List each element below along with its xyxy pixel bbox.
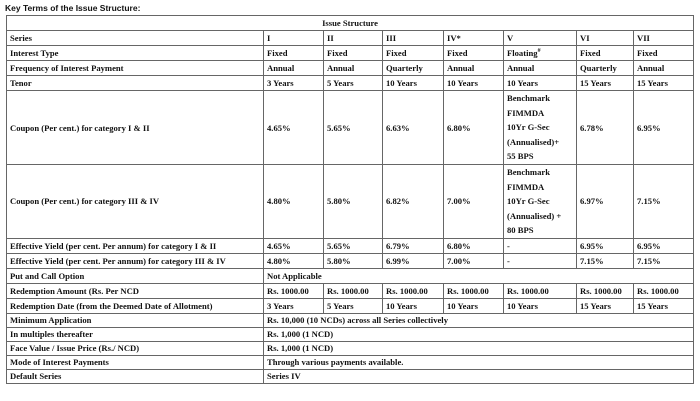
table-cell: Quarterly <box>383 61 444 76</box>
interest-type-row <box>7 46 694 61</box>
table-cell: Not Applicable <box>264 268 694 283</box>
row-label: Default Series <box>7 369 264 383</box>
table-cell: Through various payments available. <box>264 355 694 369</box>
floating-coupon-cell <box>504 165 577 239</box>
table-cell: Rs. 1,000 (1 NCD) <box>264 341 694 355</box>
default-series-row <box>7 369 694 383</box>
floating-line: Benchmark <box>507 93 550 104</box>
table-cell: 10 Years <box>444 76 504 91</box>
table-cell: 15 Years <box>634 298 694 313</box>
table-cell: - <box>504 238 577 253</box>
table-cell: Fixed <box>634 46 694 61</box>
floating-line: (Annualised) + <box>507 210 562 221</box>
table-cell: 5.80% <box>324 165 383 239</box>
table-cell: 5.65% <box>324 91 383 165</box>
multiples-row <box>7 327 694 341</box>
series-cell: III <box>383 31 444 46</box>
series-row <box>7 31 694 46</box>
table-cell: Annual <box>444 61 504 76</box>
table-cell: 6.63% <box>383 91 444 165</box>
table-cell: Rs. 1,000 (1 NCD) <box>264 327 694 341</box>
table-cell: 4.80% <box>264 253 324 268</box>
floating-line: 80 BPS <box>507 225 534 235</box>
table-cell: Fixed <box>577 46 634 61</box>
floating-line: FIMMDA <box>507 107 545 118</box>
caption: Key Terms of the Issue Structure: <box>5 3 141 13</box>
table-cell: 6.82% <box>383 165 444 239</box>
table-cell: Rs. 1000.00 <box>444 283 504 298</box>
mode-of-payment-row <box>7 355 694 369</box>
row-label: Effective Yield (per cent. Per annum) for category I & II <box>7 238 264 253</box>
face-value-row <box>7 341 694 355</box>
table-cell: Rs. 1000.00 <box>264 283 324 298</box>
row-label: Redemption Date (from the Deemed Date of Allotment) <box>7 298 264 313</box>
floating-line: 55 BPS <box>507 151 534 162</box>
table-cell: 4.65% <box>264 238 324 253</box>
table-cell: Rs. 1000.00 <box>383 283 444 298</box>
table-cell: Annual <box>264 61 324 76</box>
table-cell: 6.95% <box>634 91 694 165</box>
table-cell: 6.80% <box>444 91 504 165</box>
series-cell: I <box>264 31 324 46</box>
min-application-row <box>7 313 694 327</box>
redemption-amount-row <box>7 283 694 298</box>
row-label: Interest Type <box>7 46 264 61</box>
table-cell: Fixed <box>383 46 444 61</box>
table-cell: 6.97% <box>577 165 634 239</box>
series-cell: VII <box>634 31 694 46</box>
table-cell: 15 Years <box>577 298 634 313</box>
series-cell: V <box>504 31 577 46</box>
table-title: Issue Structure <box>7 16 694 31</box>
floating-line: Benchmark <box>507 167 550 177</box>
table-cell: 15 Years <box>634 76 694 91</box>
row-label: In multiples thereafter <box>7 327 264 341</box>
table-cell: Series IV <box>264 369 694 383</box>
issue-structure-table <box>6 15 694 384</box>
series-cell: II <box>324 31 383 46</box>
floating-coupon-cell <box>504 91 577 165</box>
tenor-row <box>7 76 694 91</box>
floating-line: (Annualised)+ <box>507 136 560 147</box>
row-label: Mode of Interest Payments <box>7 355 264 369</box>
table-cell: 3 Years <box>264 298 324 313</box>
table-cell: 4.65% <box>264 91 324 165</box>
table-cell: 7.15% <box>577 253 634 268</box>
table-cell: 10 Years <box>444 298 504 313</box>
table-cell: 7.15% <box>634 253 694 268</box>
frequency-row <box>7 61 694 76</box>
table-cell: Annual <box>504 61 577 76</box>
row-label: Coupon (Per cent.) for category I & II <box>7 91 264 165</box>
table-cell: - <box>504 253 577 268</box>
table-cell <box>504 46 577 61</box>
footnote-mark: # <box>537 48 541 55</box>
row-label: Face Value / Issue Price (Rs./ NCD) <box>7 341 264 355</box>
table-cell: Rs. 1000.00 <box>634 283 694 298</box>
row-label: Effective Yield (per cent. Per annum) for category III & IV <box>7 253 264 268</box>
table-cell: Quarterly <box>577 61 634 76</box>
table-cell: 10 Years <box>383 298 444 313</box>
yield-cat-3-4-row <box>7 253 694 268</box>
table-cell: Rs. 1000.00 <box>504 283 577 298</box>
table-cell: 10 Years <box>383 76 444 91</box>
table-cell: Rs. 1000.00 <box>577 283 634 298</box>
table-cell: 5 Years <box>324 298 383 313</box>
floating-line: 10Yr G-Sec <box>507 196 550 206</box>
table-cell: 5.80% <box>324 253 383 268</box>
table-cell: Annual <box>634 61 694 76</box>
table-cell: 6.95% <box>577 238 634 253</box>
table-cell: 6.78% <box>577 91 634 165</box>
table-cell: 15 Years <box>577 76 634 91</box>
row-label: Put and Call Option <box>7 268 264 283</box>
series-cell: IV* <box>444 31 504 46</box>
row-label: Tenor <box>7 76 264 91</box>
floating-line: FIMMDA <box>507 181 545 192</box>
floating-label: Floating <box>507 48 538 58</box>
table-cell: Fixed <box>444 46 504 61</box>
row-label: Series <box>7 31 264 46</box>
coupon-cat-1-2-row <box>7 91 694 165</box>
table-cell: Fixed <box>324 46 383 61</box>
table-cell: 6.99% <box>383 253 444 268</box>
table-title-row <box>7 16 694 31</box>
series-cell: VI <box>577 31 634 46</box>
table-cell: 10 Years <box>504 76 577 91</box>
table-cell: Annual <box>324 61 383 76</box>
table-cell: 3 Years <box>264 76 324 91</box>
table-cell: 6.79% <box>383 238 444 253</box>
row-label: Redemption Amount (Rs. Per NCD <box>7 283 264 298</box>
table-cell: 10 Years <box>504 298 577 313</box>
table-cell: 5.65% <box>324 238 383 253</box>
row-label: Frequency of Interest Payment <box>7 61 264 76</box>
table-cell: 4.80% <box>264 165 324 239</box>
floating-line: 10Yr G-Sec <box>507 122 550 133</box>
yield-cat-1-2-row <box>7 238 694 253</box>
row-label: Minimum Application <box>7 313 264 327</box>
row-label: Coupon (Per cent.) for category III & IV <box>7 165 264 239</box>
table-cell: 6.80% <box>444 238 504 253</box>
redemption-date-row <box>7 298 694 313</box>
table-cell: 7.00% <box>444 253 504 268</box>
coupon-cat-3-4-row <box>7 165 694 239</box>
table-cell: Rs. 1000.00 <box>324 283 383 298</box>
table-cell: Fixed <box>264 46 324 61</box>
table-cell: 7.00% <box>444 165 504 239</box>
table-cell: 6.95% <box>634 238 694 253</box>
table-cell: Rs. 10,000 (10 NCDs) across all Series collectively <box>264 313 694 327</box>
table-cell: 5 Years <box>324 76 383 91</box>
put-call-row <box>7 268 694 283</box>
table-cell: 7.15% <box>634 165 694 239</box>
